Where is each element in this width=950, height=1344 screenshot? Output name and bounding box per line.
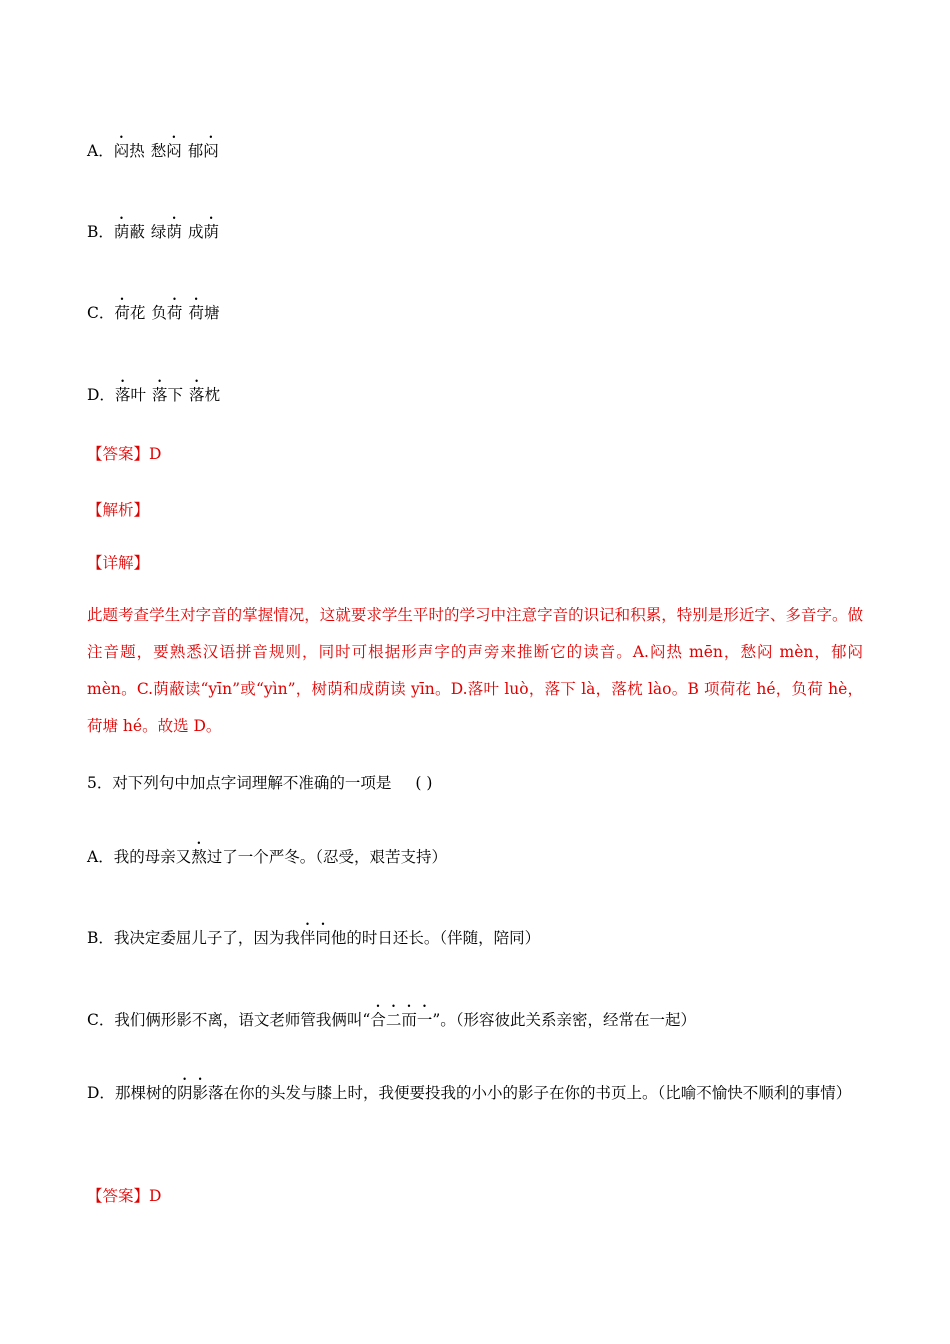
option-text-before: 我的母亲又	[113, 848, 192, 866]
answer-label: 【答案】	[87, 1187, 150, 1205]
word-1: 荷花	[114, 304, 146, 322]
option-text-after: ”。（形容彼此关系亲密，经常在一起）	[432, 1011, 697, 1029]
option-text-before: 我决定委屈儿子了，因为我	[113, 929, 300, 947]
word-1: 荫蔽	[113, 223, 145, 241]
answer-value: D	[149, 445, 162, 463]
dotted-char: 荫	[203, 223, 219, 241]
q5-stem	[87, 773, 432, 793]
dotted-word: 伴同	[299, 929, 331, 947]
q4-detail-label: 【详解】	[87, 554, 150, 572]
option-prefix: A．	[87, 142, 114, 160]
answer-label: 【答案】	[87, 445, 150, 463]
answer-bracket: ( )	[415, 774, 433, 792]
word-1: 闷热	[113, 142, 145, 160]
q5-option-d	[87, 1068, 863, 1118]
option-prefix: D．	[87, 386, 115, 404]
dotted-word: 阴影	[176, 1084, 208, 1102]
option-prefix: B．	[87, 929, 114, 947]
dotted-char: 荷	[114, 304, 130, 322]
q4-option-c	[87, 295, 219, 323]
dotted-word: 熬	[191, 848, 207, 866]
q5-option-c	[87, 1002, 696, 1030]
dotted-char: 荫	[166, 223, 182, 241]
dotted-char: 闷	[203, 142, 219, 160]
dotted-char: 落	[151, 386, 168, 404]
q4-option-b	[87, 214, 219, 242]
dotted-char: 闷	[113, 142, 130, 160]
option-text-before: 我们俩形影不离，语文老师管我俩叫“	[114, 1011, 371, 1029]
word-2: 负荷	[151, 304, 183, 322]
word-3: 落枕	[189, 386, 221, 404]
option-text-after: 落在你的头发与膝上时，我便要投我的小小的影子在你的书页上。（比喻不愉快不顺利的事情）	[207, 1084, 852, 1102]
dotted-char: 落	[114, 386, 131, 404]
dotted-char: 荷	[166, 304, 183, 322]
q5-option-a	[87, 839, 447, 867]
q5-answer	[87, 1186, 161, 1206]
option-text-after: 过了一个严冬。（忍受，艰苦支持）	[206, 848, 447, 866]
word-3: 成荫	[187, 223, 219, 241]
option-text-before: 那棵树的	[114, 1084, 177, 1102]
q4-option-a	[87, 133, 219, 161]
word-3: 郁闷	[187, 142, 219, 160]
dotted-char: 荷	[188, 304, 204, 322]
q4-option-d	[87, 377, 220, 405]
word-2: 落下	[151, 386, 183, 404]
dotted-word: 合二而一	[370, 1011, 433, 1029]
q4-detail-text: 此题考查学生对字音的掌握情况，这就要求学生平时的学习中注意字音的识记和积累，特别是形近字、多音字。做注音题，要熟悉汉语拼音规则，同时可根据形声字的声旁来推断它的读音。A.闷热 mēn，愁闷 mèn，郁闷 mèn。C.荫蔽读“yīn”或“yìn”，树荫和成荫读 yīn。D.落叶 luò，落下 là，落枕 lào。B 项荷花 hé，负荷 hè，荷塘 hé。故选 D。	[87, 606, 863, 735]
dotted-char: 落	[189, 386, 205, 404]
dotted-char: 闷	[166, 142, 182, 160]
dotted-char: 荫	[113, 223, 130, 241]
option-prefix: C．	[87, 1011, 115, 1029]
q4-analysis-label: 【解析】	[87, 501, 150, 519]
option-prefix: A．	[87, 848, 114, 866]
answer-value: D	[149, 1187, 162, 1205]
q5-option-b	[87, 920, 540, 948]
q4-answer	[87, 444, 161, 464]
word-2: 愁闷	[150, 142, 182, 160]
word-1: 落叶	[114, 386, 146, 404]
option-prefix: C．	[87, 304, 115, 322]
option-prefix: B．	[87, 223, 114, 241]
word-2: 绿荫	[150, 223, 182, 241]
question-number: 5．	[87, 774, 113, 792]
question-text: 对下列句中加点字词理解不准确的一项是	[112, 774, 392, 792]
option-text-after: 他的时日还长。（伴随，陪同）	[330, 929, 541, 947]
word-3: 荷塘	[188, 304, 220, 322]
option-prefix: D．	[87, 1084, 115, 1102]
